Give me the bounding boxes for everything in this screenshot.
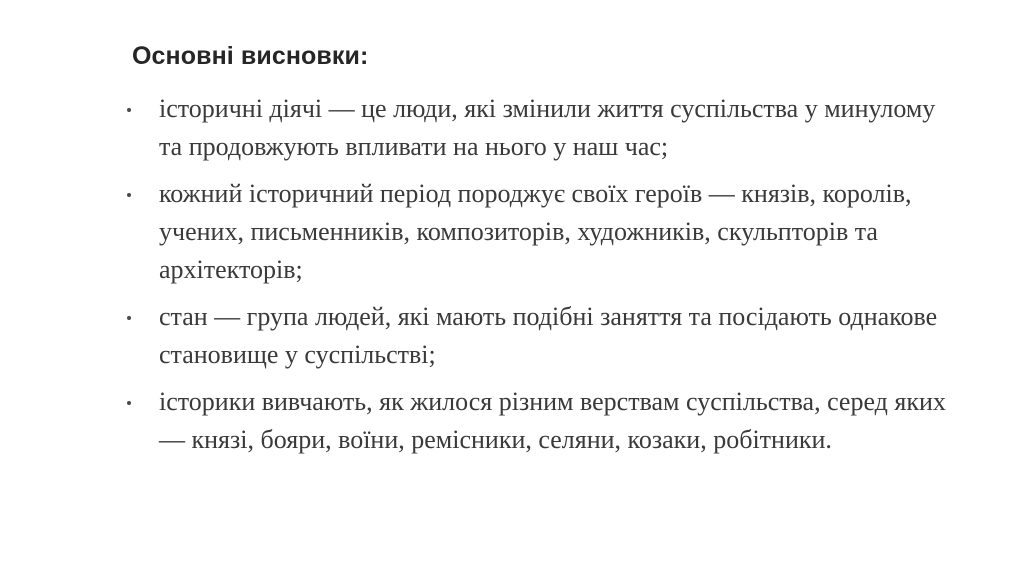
bullet-item xyxy=(122,90,952,166)
slide-title: Основні висновки: xyxy=(132,42,369,70)
bullet-item xyxy=(122,175,952,289)
bullet-item xyxy=(122,383,952,459)
bullet-dot-icon xyxy=(127,108,131,112)
bullet-text: історики вивчають, як жилося різним верствам суспільства, серед яких — князі, бояри, воїни, ремісники, селяни, козаки, робітники. xyxy=(159,387,946,454)
bullet-list xyxy=(122,90,952,468)
bullet-text: кожний історичний період породжує своїх героїв — князів, королів, учених, письменників, композиторів, художників, скульпторів та архітекторів; xyxy=(159,179,912,284)
bullet-item xyxy=(122,298,952,374)
bullet-text: стан — група людей, які мають подібні заняття та посідають однакове становище у суспільстві; xyxy=(159,302,938,369)
bullet-dot-icon xyxy=(127,401,131,405)
bullet-dot-icon xyxy=(127,316,131,320)
bullet-dot-icon xyxy=(127,193,131,197)
bullet-text: історичні діячі — це люди, які змінили життя суспільства у минулому та продовжують впливати на нього у наш час; xyxy=(159,94,936,161)
